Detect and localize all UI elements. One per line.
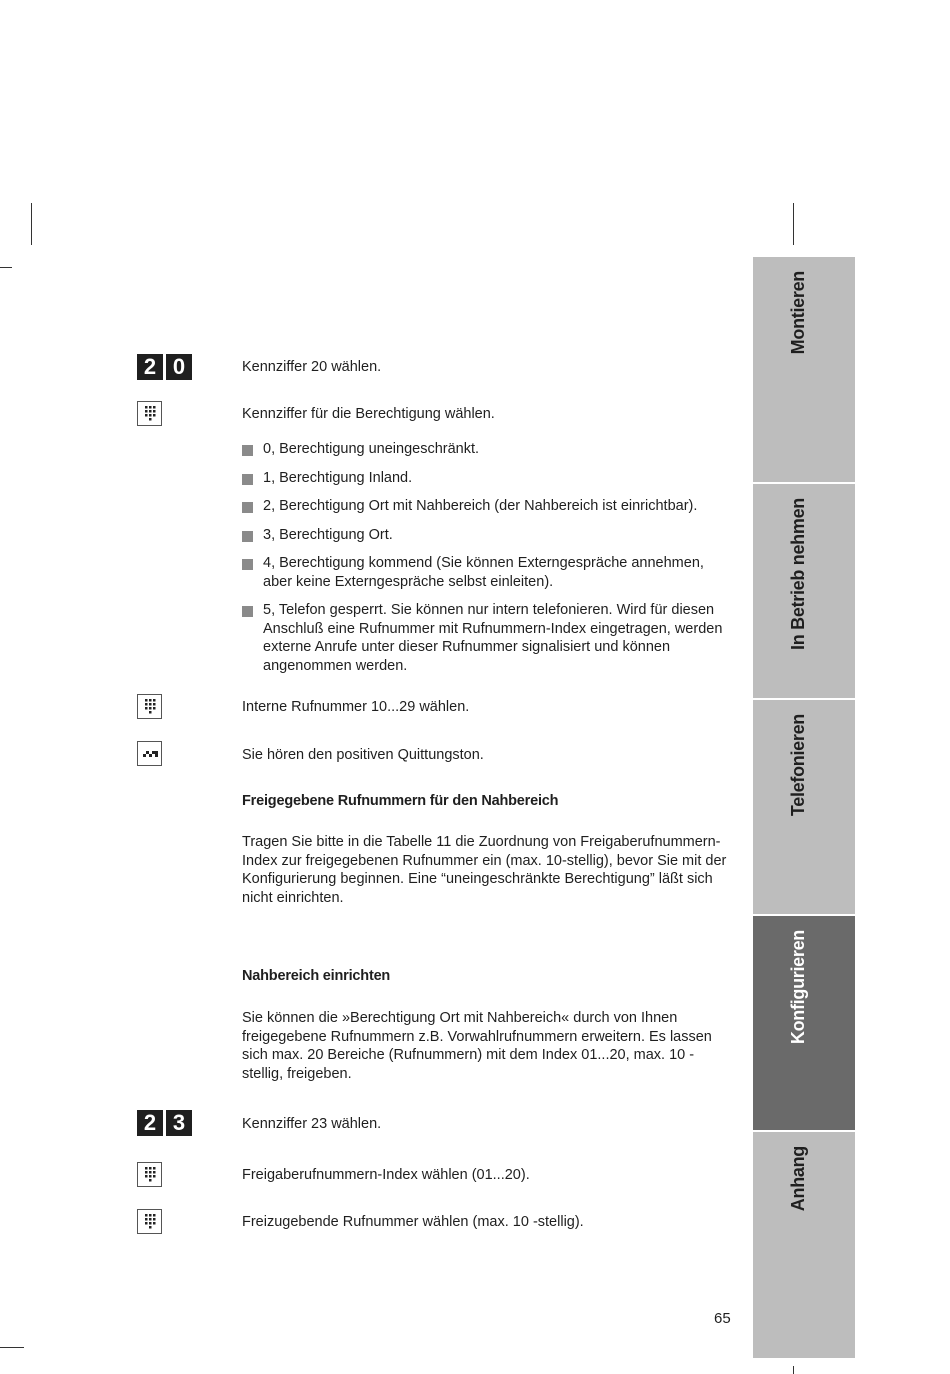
chapter-tabs [753,257,855,1358]
list-item: 5, Telefon gesperrt. Sie können nur intern telefonieren. Wird für diesen Anschluß eine Rufnummer mit Rufnummern-Index eingetragen, werden externe Anrufe unter dieser Rufnummer signalisiert und können angenommen werden. [242,601,732,675]
keypad-icon [137,1209,162,1234]
tab-in-betrieb-nehmen[interactable]: In Betrieb nehmen [753,484,855,700]
tab-telefonieren[interactable]: Telefonieren [753,700,855,916]
key-2: 2 [137,1110,163,1136]
key-3: 3 [166,1110,192,1136]
section-heading: Freigegebene Rufnummern für den Nahbereich [242,793,559,809]
list-item: 1, Berechtigung Inland. [242,469,732,488]
page-number: 65 [714,1310,731,1327]
permission-list [242,440,732,685]
crop-mark [0,1347,24,1348]
step-text: Freigaberufnummern-Index wählen (01...20). [242,1167,530,1183]
bullet-square-icon [242,606,253,617]
bullet-square-icon [242,502,253,513]
section-body: Sie können die »Berechtigung Ort mit Nahbereich« durch von Ihnen freigegebene Rufnummern z.B. Vorwahlrufnummern erweitern. Es lassen sich max. 20 Bereiche (Rufnummern) mit dem Index 01...20, max. 10 -stellig, freigeben. [242,1010,712,1082]
crop-mark [0,267,12,268]
section-body: Tragen Sie bitte in die Tabelle 11 die Zuordnung von Freigaberufnummern-Index zur freigegebenen Rufnummer ein (max. 10-stellig), bevor Sie mit der Konfigurierung beginnen. Eine “uneingeschränkte Berechtigung” läßt sich nicht einrichten. [242,834,727,906]
tab-konfigurieren[interactable]: Konfigurieren [753,916,855,1132]
key-20 [137,354,192,380]
list-item: 0, Berechtigung uneingeschränkt. [242,440,732,459]
positive-tone-icon [137,741,162,766]
keypad-icon [137,1162,162,1187]
bullet-square-icon [242,474,253,485]
crop-mark [31,203,32,245]
key-0: 0 [166,354,192,380]
bullet-square-icon [242,559,253,570]
list-item: 2, Berechtigung Ort mit Nahbereich (der Nahbereich ist einrichtbar). [242,497,732,516]
keypad-icon [137,401,162,426]
tab-montieren[interactable]: Montieren [753,257,855,484]
keypad-icon [137,694,162,719]
step-text: Sie hören den positiven Quittungston. [242,747,484,763]
step-text: Interne Rufnummer 10...29 wählen. [242,699,470,715]
step-text: Kennziffer für die Berechtigung wählen. [242,406,495,422]
crop-mark [793,203,794,245]
bullet-square-icon [242,445,253,456]
section-heading: Nahbereich einrichten [242,968,391,984]
key-2: 2 [137,354,163,380]
list-item: 3, Berechtigung Ort. [242,526,732,545]
list-item: 4, Berechtigung kommend (Sie können Externgespräche annehmen, aber keine Externgespräche selbst einleiten). [242,554,732,591]
tab-anhang[interactable]: Anhang [753,1132,855,1358]
step-text: Kennziffer 20 wählen. [242,359,382,375]
crop-mark [793,1366,794,1374]
step-text: Freizugebende Rufnummer wählen (max. 10 -stellig). [242,1214,584,1230]
step-text: Kennziffer 23 wählen. [242,1116,382,1132]
key-23 [137,1110,192,1136]
bullet-square-icon [242,531,253,542]
